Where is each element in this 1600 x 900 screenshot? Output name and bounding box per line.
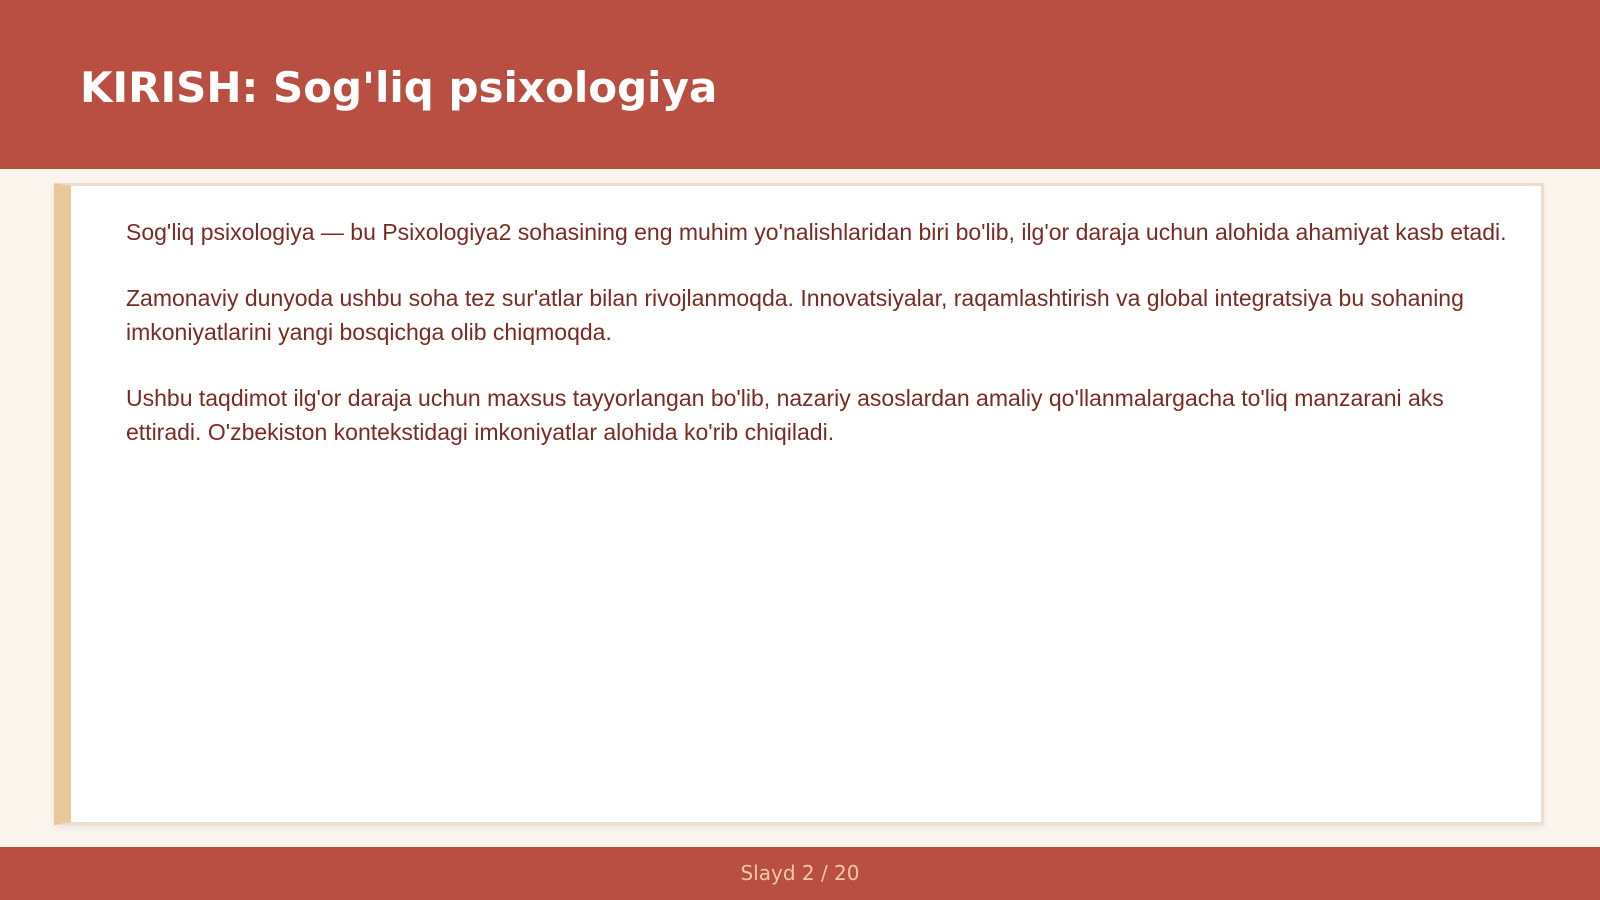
paragraph-1: Sog'liq psixologiya — bu Psixologiya2 sohasining eng muhim yo'nalishlaridan biri bo'lib, ilg'or daraja uchun alohida ahamiyat kasb etadi. — [126, 219, 1507, 245]
paragraph-3: Ushbu taqdimot ilg'or daraja uchun maxsus tayyorlangan bo'lib, nazariy asoslardan amaliy qo'llanmalargacha to'liq manzarani aks ettiradi. O'zbekiston kontekstidagi imkoniyatlar alohida ko'rib chiqiladi. — [126, 385, 1444, 445]
slide-header — [0, 0, 1600, 169]
content-card — [54, 183, 1544, 825]
slide-footer — [0, 847, 1600, 900]
slide-title: KIRISH: Sog'liq psixologiya — [80, 63, 718, 112]
slide-number: Slayd 2 / 20 — [740, 861, 860, 885]
content-body — [126, 215, 1524, 481]
paragraph-2: Zamonaviy dunyoda ushbu soha tez sur'atlar bilan rivojlanmoqda. Innovatsiyalar, raqamlashtirish va global integratsiya bu sohaning imkoniyatlarini yangi bosqichga olib chiqmoqda. — [126, 285, 1464, 345]
